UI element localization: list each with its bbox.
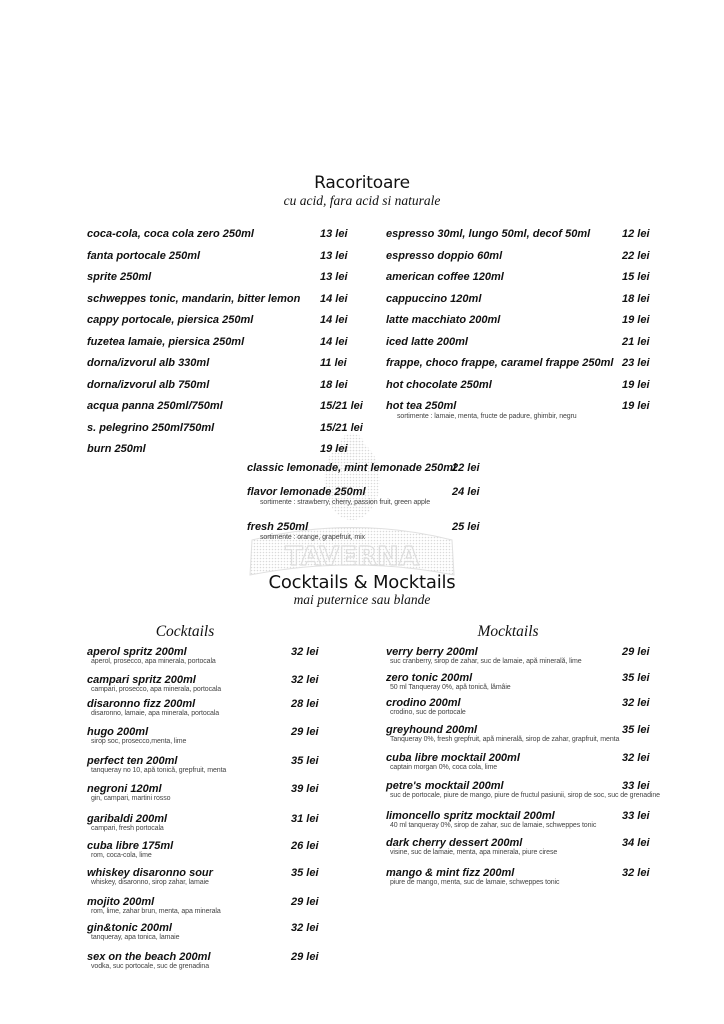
menu-item-name: mojito 200ml	[87, 896, 155, 908]
menu-item-name: hot tea 250ml	[386, 400, 457, 412]
menu-item-name: cuba libre mocktail 200ml	[386, 752, 520, 764]
menu-item-name: negroni 120ml	[87, 783, 162, 795]
menu-item-name: fuzetea lamaie, piersica 250ml	[87, 335, 245, 348]
menu-item-name: coca-cola, coca cola zero 250ml	[87, 228, 254, 240]
section-title-racoritoare: Racoritoare	[314, 173, 410, 193]
menu-item-name: limoncello spritz mocktail 200ml	[386, 810, 555, 822]
menu-item-name: greyhound 200ml	[386, 724, 478, 736]
menu-item-description: sortimente : orange, grapefruit, mix	[260, 534, 365, 541]
menu-item-name: iced latte 200ml	[386, 335, 468, 348]
menu-item-name: whiskey disaronno sour	[87, 867, 213, 879]
menu-item-price: 29 lei	[291, 951, 319, 963]
menu-item-price: 13 lei	[320, 228, 348, 240]
menu-item-price: 28 lei	[291, 698, 319, 710]
menu-item-description: captain morgan 0%, coca cola, lime	[390, 764, 498, 771]
menu-item-name: petre's mocktail 200ml	[386, 780, 504, 792]
menu-item-price: 26 lei	[291, 840, 319, 852]
menu-item-description: gin, campari, martini rosso	[91, 795, 171, 802]
menu-item-price: 14 lei	[320, 292, 348, 305]
menu-item-name: garibaldi 200ml	[87, 813, 168, 825]
menu-item-description: sortimente : lamaie, menta, fructe de padure, ghimbir, negru	[397, 413, 577, 420]
menu-item-price: 14 lei	[320, 335, 348, 348]
menu-item-name: campari spritz 200ml	[87, 674, 196, 686]
menu-item-name: cuba libre 175ml	[87, 840, 174, 852]
menu-item-name: schweppes tonic, mandarin, bitter lemon	[87, 292, 301, 305]
menu-item-price: 13 lei	[320, 249, 348, 262]
menu-item-price: 19 lei	[622, 400, 650, 412]
menu-item-name: american coffee 120ml	[386, 271, 504, 283]
menu-item-price: 23 lei	[622, 357, 650, 369]
menu-item-name: mango & mint fizz 200ml	[386, 867, 515, 879]
menu-item-price: 14 lei	[320, 314, 348, 326]
menu-item-name: dorna/izvorul alb 330ml	[87, 357, 210, 369]
menu-item-price: 32 lei	[291, 674, 319, 686]
menu-item-description: campari, fresh portocala	[91, 825, 164, 832]
menu-item-name: sprite 250ml	[87, 271, 152, 283]
menu-item-description: sirop soc, prosecco,menta, lime	[91, 738, 187, 745]
menu-item-description: crodino, suc de portocale	[390, 709, 466, 716]
menu-item-price: 32 lei	[622, 867, 650, 879]
menu-item-name: frappe, choco frappe, caramel frappe 250ml	[386, 357, 614, 369]
menu-item-name: latte macchiato 200ml	[386, 314, 501, 326]
section-title-cocktails: Cocktails & Mocktails	[268, 572, 456, 593]
menu-item-price: 32 lei	[622, 697, 650, 709]
menu-item-price: 19 lei	[622, 314, 650, 326]
menu-item-description: 40 ml tanqueray 0%, sirop de zahar, suc de lamaie, schweppes tonic	[390, 822, 597, 829]
menu-item-price: 31 lei	[291, 813, 319, 825]
menu-item-price: 32 lei	[291, 646, 319, 658]
menu-item-price: 34 lei	[622, 837, 650, 849]
menu-item-price: 32 lei	[291, 922, 319, 934]
menu-item-price: 29 lei	[291, 726, 319, 738]
menu-item-price: 12 lei	[622, 228, 650, 240]
menu-item-name: hot chocolate 250ml	[386, 378, 492, 391]
menu-item-name: classic lemonade, mint lemonade 250ml	[247, 462, 457, 474]
menu-item-description: aperol, prosecco, apa minerala, portocala	[91, 658, 216, 665]
menu-item-price: 32 lei	[622, 752, 650, 764]
menu-item-description: tanqueray no 10, apă tonică, grepfruit, menta	[91, 767, 227, 774]
menu-item-description: tanqueray, apa tonica, lamaie	[91, 934, 180, 941]
menu-item-price: 33 lei	[622, 780, 650, 792]
menu-item-price: 15/21 lei	[320, 421, 363, 434]
menu-item-name: hugo 200ml	[87, 726, 149, 738]
menu-item-description: disaronno, lamaie, apa minerala, portocala	[91, 710, 220, 717]
menu-item-price: 22 lei	[452, 462, 480, 474]
menu-item-price: 19 lei	[622, 378, 650, 391]
menu-item-description: 50 ml Tanqueray 0%, apă tonică, lămâie	[390, 684, 511, 691]
menu-item-name: zero tonic 200ml	[386, 672, 473, 684]
menu-item-price: 29 lei	[622, 646, 650, 658]
menu-item-price: 29 lei	[291, 896, 319, 908]
menu-item-name: verry berry 200ml	[386, 646, 478, 658]
menu-item-price: 35 lei	[622, 672, 650, 684]
menu-item-description: sortimente : strawberry, cherry, passion fruit, green apple	[260, 499, 431, 506]
menu-item-price: 15 lei	[622, 271, 650, 283]
menu-item-description: Tanqueray 0%, fresh grepfruit, apă minerală, sirop de zahar, grapfruit, menta	[390, 736, 620, 743]
menu-item-description: visine, suc de lamaie, menta, apa minerala, piure cirese	[390, 849, 558, 856]
menu-item-price: 18 lei	[622, 292, 650, 305]
mocktails-heading: Mocktails	[477, 623, 539, 640]
menu-item-name: fanta portocale 250ml	[87, 249, 201, 262]
menu-item-name: cappy portocale, piersica 250ml	[87, 314, 254, 326]
menu-item-description: whiskey, disaronno, sirop zahar, lamaie	[91, 879, 209, 886]
menu-item-price: 24 lei	[452, 486, 480, 498]
menu-item-price: 22 lei	[622, 249, 650, 262]
menu-item-name: fresh 250ml	[247, 521, 309, 533]
menu-item-description: suc de portocale, piure de mango, piure de fructul pasiunii, sirop de soc, suc de grenadine	[390, 792, 660, 799]
menu-item-name: sex on the beach 200ml	[87, 951, 211, 963]
menu-item-name: gin&tonic 200ml	[87, 922, 172, 934]
menu-item-name: acqua panna 250ml/750ml	[87, 400, 223, 412]
menu-item-name: burn 250ml	[87, 443, 146, 455]
menu-item-description: vodka, suc portocale, suc de grenadina	[91, 963, 209, 970]
menu-item-price: 35 lei	[291, 867, 319, 879]
menu-item-price: 18 lei	[320, 378, 348, 391]
menu-item-name: disaronno fizz 200ml	[87, 698, 196, 710]
menu-item-price: 13 lei	[320, 271, 348, 283]
menu-item-name: aperol spritz 200ml	[87, 646, 187, 658]
menu-item-price: 33 lei	[622, 810, 650, 822]
menu-item-price: 35 lei	[291, 755, 319, 767]
cocktails-heading: Cocktails	[155, 623, 215, 640]
menu-item-description: suc cranberry, sirop de zahar, suc de lamaie, apă minerală, lime	[390, 658, 582, 665]
menu-item-name: crodino 200ml	[386, 697, 461, 709]
menu-item-description: campari, prosecco, apa minerala, portocala	[91, 686, 222, 693]
menu-item-price: 11 lei	[320, 357, 347, 369]
menu-item-name: s. pelegrino 250ml750ml	[87, 421, 215, 434]
menu-item-description: piure de mango, menta, suc de lamaie, schweppes tonic	[390, 879, 560, 886]
logo-watermark-text: TAVERNA	[285, 542, 419, 572]
menu-item-name: dark cherry dessert 200ml	[386, 837, 523, 849]
menu-item-price: 25 lei	[452, 521, 480, 533]
menu-item-price: 39 lei	[291, 783, 319, 795]
menu-item-description: rom, lime, zahar brun, menta, apa minerala	[91, 908, 221, 915]
menu-item-name: perfect ten 200ml	[87, 755, 178, 767]
menu-item-name: espresso 30ml, lungo 50ml, decof 50ml	[386, 228, 591, 240]
section-subtitle-racoritoare: cu acid, fara acid si naturale	[283, 193, 441, 208]
menu-item-name: espresso doppio 60ml	[386, 249, 503, 262]
menu-item-description: rom, coca-cola, lime	[91, 852, 152, 859]
menu-item-price: 35 lei	[622, 724, 650, 736]
menu-item-price: 15/21 lei	[320, 400, 363, 412]
menu-item-name: cappuccino 120ml	[386, 292, 482, 305]
menu-item-price: 19 lei	[320, 443, 348, 455]
menu-item-name: flavor lemonade 250ml	[247, 486, 366, 498]
section-subtitle-cocktails: mai puternice sau blande	[293, 592, 431, 607]
menu-item-price: 21 lei	[622, 335, 650, 348]
menu-item-name: dorna/izvorul alb 750ml	[87, 378, 210, 391]
